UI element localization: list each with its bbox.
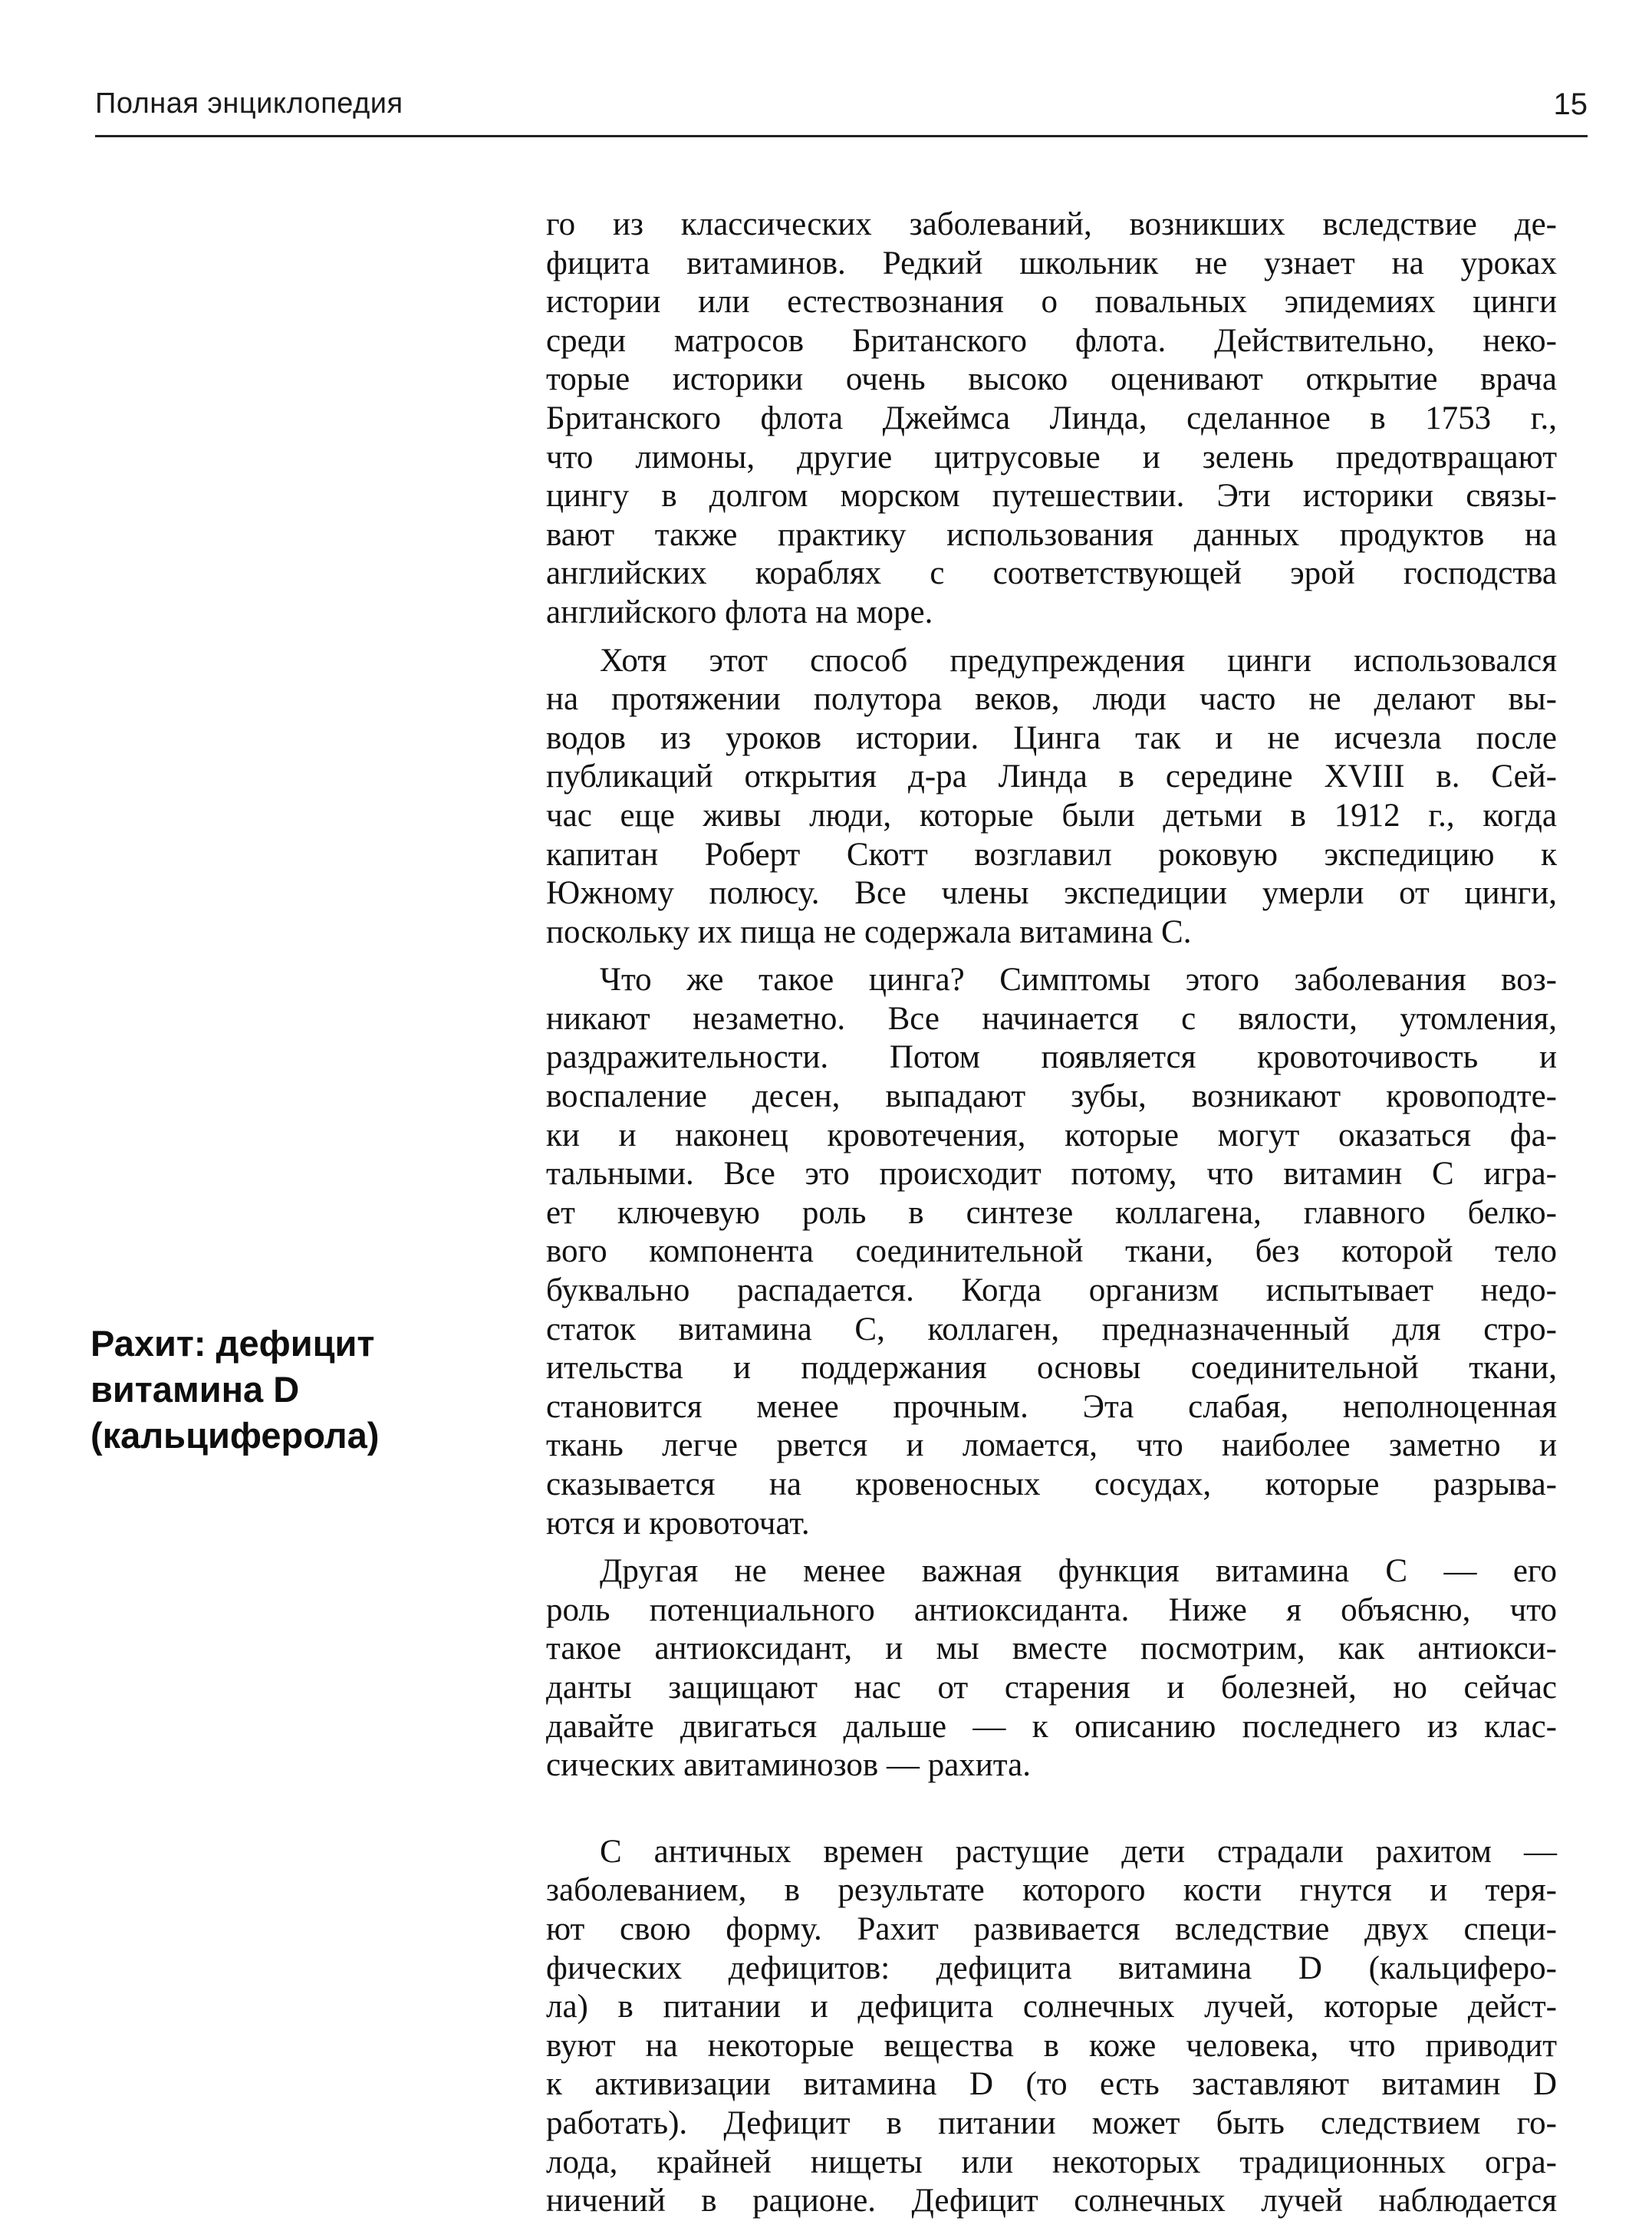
text-line: никают незаметно. Все начинается с вялости, утомления, (546, 1000, 1557, 1037)
body-text-column (546, 206, 1557, 2221)
text-line: английского флота на море. (546, 594, 933, 630)
text-line: роль потенциального антиоксиданта. Ниже я объясню, что (546, 1591, 1557, 1628)
text-line: ки и наконец кровотечения, которые могут оказаться фа- (546, 1117, 1557, 1153)
text-line: цингу в долгом морском путешествии. Эти историки связы- (546, 478, 1557, 515)
text-line: ются и кровоточат. (546, 1505, 810, 1542)
text-line: Другая не менее важная функция витамина С — его (600, 1553, 1557, 1590)
text-line: сказывается на кровеносных сосудах, которые разрыва- (546, 1466, 1557, 1502)
text-line: воспаление десен, выпадают зубы, возникают кровоподте- (546, 1078, 1557, 1115)
text-line: публикаций открытия д-ра Линда в середине XVIII в. Сей- (546, 758, 1557, 795)
header-rule (95, 135, 1588, 137)
text-line: ют свою форму. Рахит развивается вследствие двух специ- (546, 1910, 1557, 1947)
text-line: работать). Дефицит в питании может быть следствием го- (546, 2104, 1557, 2141)
text-line: становится менее прочным. Эта слабая, неполноценная (546, 1388, 1557, 1425)
text-line: Хотя этот способ предупреждения цинги использовался (600, 642, 1557, 679)
text-line: статок витамина С, коллаген, предназначенный для стро- (546, 1311, 1557, 1347)
running-head (95, 84, 1588, 133)
text-line: на протяжении полутора веков, люди часто не делают вы- (546, 681, 1557, 718)
text-line: что лимоны, другие цитрусовые и зелень предотвращают (546, 439, 1557, 475)
text-line: Что же такое цинга? Симптомы этого заболевания воз- (600, 962, 1557, 999)
text-line: водов из уроков истории. Цинга так и не исчезла после (546, 719, 1557, 756)
paragraph-scurvy-history (546, 206, 1557, 633)
text-line: истории или естествознания о повальных эпидемиях цинги (546, 284, 1557, 321)
text-line: такое антиоксидант, и мы вместе посмотрим, как антиокси- (546, 1630, 1557, 1667)
paragraph-gap (546, 1543, 1557, 1552)
text-line: фицита витаминов. Редкий школьник не узнает на уроках (546, 245, 1557, 281)
running-head-title: Полная энциклопедия (95, 87, 403, 120)
section-heading-line: витамина D (90, 1369, 300, 1410)
text-line: сических авитаминозов — рахита. (546, 1747, 1031, 1784)
text-line: ет ключевую роль в синтезе коллагена, главного белко- (546, 1194, 1557, 1231)
text-line: Британского флота Джеймса Линда, сделанное в 1753 г., (546, 400, 1557, 436)
text-line: поскольку их пища не содержала витамина С. (546, 913, 1192, 950)
paragraph-gap (546, 633, 1557, 642)
text-line: вого компонента соединительной ткани, без которой тело (546, 1233, 1557, 1270)
paragraph-lessons-of-history (546, 642, 1557, 953)
page-number: 15 (1553, 87, 1588, 121)
text-line: ла) в питании и дефицита солнечных лучей, которые дейст- (546, 1989, 1557, 2025)
text-line: Южному полюсу. Все члены экспедиции умерли от цинги, (546, 875, 1557, 912)
text-line: давайте двигаться дальше — к описанию последнего из клас- (546, 1708, 1557, 1745)
text-line: лода, крайней нищеты или некоторых традиционных огра- (546, 2144, 1557, 2180)
text-line: заболеванием, в результате которого кости гнутся и теря- (546, 1872, 1557, 1909)
paragraph-antioxidant (546, 1552, 1557, 1785)
text-line: час еще живы люди, которые были детьми в 1912 г., когда (546, 797, 1557, 834)
text-line: вуют на некоторые вещества в коже человека, что приводит (546, 2027, 1557, 2064)
text-line: к активизации витамина D (то есть заставляют витамин D (546, 2066, 1557, 2103)
paragraph-rickets (546, 1833, 1557, 2221)
text-line: С античных времен растущие дети страдали рахитом — (600, 1833, 1557, 1870)
section-heading-rickets (90, 1321, 489, 1459)
text-line: го из классических заболеваний, возникших вследствие де- (546, 206, 1557, 242)
paragraph-scurvy-symptoms (546, 961, 1557, 1543)
section-gap (546, 1785, 1557, 1833)
section-heading-line: Рахит: дефицит (90, 1323, 375, 1364)
text-line: английских кораблях с соответствующей эрой господства (546, 555, 1557, 592)
paragraph-gap (546, 952, 1557, 961)
text-line: ительства и поддержания основы соединительной ткани, (546, 1350, 1557, 1387)
text-line: торые историки очень высоко оценивают открытие врача (546, 361, 1557, 398)
text-line: капитан Роберт Скотт возглавил роковую экспедицию к (546, 836, 1557, 873)
text-line: буквально распадается. Когда организм испытывает недо- (546, 1272, 1557, 1309)
text-line: тальными. Все это происходит потому, что витамин С игра- (546, 1156, 1557, 1193)
text-line: ткань легче рвется и ломается, что наиболее заметно и (546, 1427, 1557, 1464)
text-line: раздражительности. Потом появляется кровоточивость и (546, 1039, 1557, 1076)
text-line: данты защищают нас от старения и болезней, но сейчас (546, 1669, 1557, 1706)
text-line: среди матросов Британского флота. Действительно, неко- (546, 322, 1557, 359)
text-line: ничений в рационе. Дефицит солнечных лучей наблюдается (546, 2183, 1557, 2219)
section-heading-line: (кальциферола) (90, 1415, 380, 1456)
text-line: вают также практику использования данных продуктов на (546, 516, 1557, 553)
text-line: фических дефицитов: дефицита витамина D (кальциферо- (546, 1950, 1557, 1986)
